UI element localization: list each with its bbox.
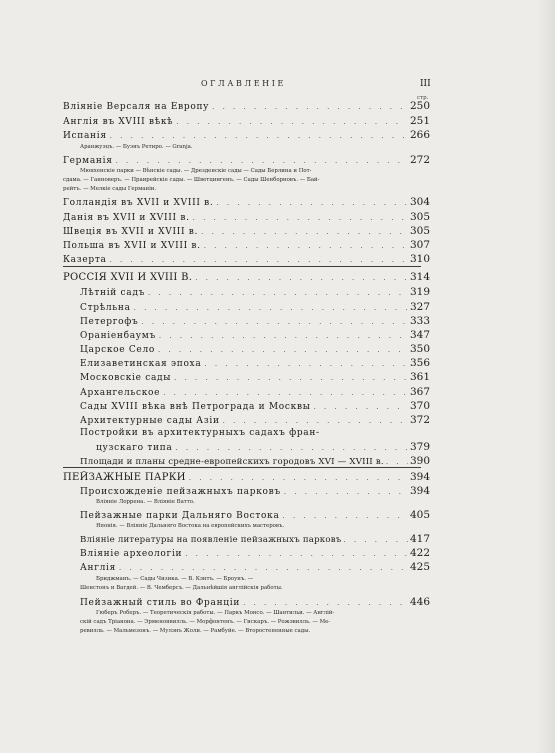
entry-note: Японія. — Вліяніе Дальняго Востока на европейскихъ мастеровъ.	[96, 523, 285, 529]
entry-note: Гюберъ Роберъ. — Теоретическія работы. — Паркъ Монсо. — Шантильи. — Англій-	[96, 610, 335, 616]
toc-entry[interactable]: Архангельское . . . 367	[80, 386, 430, 398]
toc-entry[interactable]: Вліяніе литературы на появленіе пейзажныхъ парковъ . . . 417	[80, 533, 430, 545]
toc-entry[interactable]: Царское Село . . . 350	[80, 343, 430, 355]
entry-note: Шенстонъ и Вагдей. — В. Чемберсъ. — Дальнѣйшія англійскія работы.	[80, 585, 283, 591]
toc-entry[interactable]: Англія . . . 425	[80, 561, 430, 573]
entry-note: Мюнхенскіе парки — Вѣнскіе сады. — Дрезденскіе сады — Сады Берлина и Пот-	[80, 168, 312, 174]
entry-note: рейтъ. — Мелкіе сады Германіи.	[63, 186, 157, 192]
toc-entry[interactable]: Лѣтній садъ . . . 319	[80, 286, 430, 298]
toc-entry[interactable]: Казерта . . . 310	[63, 253, 430, 265]
toc-entry[interactable]: Польша въ XVII и XVIII в. . . . 307	[63, 239, 430, 251]
toc-entry[interactable]: Архитектурные сады Азіи . . . 372	[80, 414, 430, 426]
toc-entry[interactable]: Швеція въ XVII и XVIII в. . . . 305	[63, 225, 430, 237]
entry-note: Бриджманъ. — Сады Чизика. — В. Кэнтъ. — Броунъ. —	[96, 576, 254, 582]
toc-entry[interactable]: Пейзажный стиль во Франціи . . . 446	[80, 596, 430, 608]
toc-entry[interactable]: Германія . . . 272	[63, 154, 430, 166]
toc-entry[interactable]: Вліяніе археологіи . . . 422	[80, 547, 430, 559]
toc-entry[interactable]: Площади и планы средне-европейскихъ городовъ XVI — XVIII в. . . . 390	[80, 455, 430, 467]
toc-section-entry[interactable]: ПЕЙЗАЖНЫЕ ПАРКИ . . . 394	[63, 471, 430, 483]
entry-note: сдама. — Ганноверъ. — Праирейскіе сады. — Шветцингенъ. — Сады Шенборновъ. — Бай-	[63, 177, 320, 183]
toc-entry[interactable]: Пейзажные парки Дальняго Востока . . . 405	[80, 509, 430, 521]
toc-entry[interactable]: Петергофъ . . . 333	[80, 315, 430, 327]
page-column-label: стр.	[417, 95, 429, 101]
section-divider	[63, 467, 421, 468]
toc-section-entry[interactable]: РОССІЯ XVII И XVIII В. . . . 314	[63, 271, 430, 283]
toc-entry[interactable]: Постройки въ архитектурныхъ садахъ фран-	[80, 428, 320, 438]
toc-entry[interactable]: Голландія въ XVII и XVIII в. . . . 304	[63, 196, 430, 208]
toc-entry[interactable]: цузскаго типа . . . 379	[96, 441, 430, 453]
entry-note: Аранжуэцъ. — Буэнъ Ретиро. — Granja.	[80, 144, 193, 150]
toc-entry[interactable]: Англія въ XVIII вѣкѣ . . . 251	[63, 115, 430, 127]
toc-entry[interactable]: Происхожденіе пейзажныхъ парковъ . . . 394	[80, 485, 430, 497]
entry-note: Вліяніе Лоррена. — Вліяніе Ватто.	[96, 499, 195, 505]
entry-note: ревилль. — Мальмезонъ. — Мулэнъ Жоли. — Рамбуйе. — Второстепенные сады.	[80, 628, 311, 634]
toc-entry[interactable]: Ораніенбаумъ . . . 347	[80, 329, 430, 341]
section-divider	[63, 266, 421, 267]
running-title: ОГЛАВЛЕНІЕ	[201, 79, 286, 88]
toc-entry[interactable]: Московскіе сады . . . 361	[80, 371, 430, 383]
toc-entry[interactable]: Вліяніе Версаля на Европу . . . 250	[63, 100, 430, 112]
toc-entry[interactable]: Данія въ XVII и XVIII в. . . . 305	[63, 211, 430, 223]
toc-entry[interactable]: Сады XVIII вѣка внѣ Петрограда и Москвы . . . 370	[80, 400, 430, 412]
toc-entry[interactable]: Испанія . . . 266	[63, 129, 430, 141]
toc-entry[interactable]: Елизаветинская эпоха . . . 356	[80, 357, 430, 369]
toc-entry[interactable]: Стрѣльна . . . 327	[80, 301, 430, 313]
page-number: III	[420, 79, 431, 89]
entry-note: скій садъ Тріанона. — Эрменонвилль. — Морфонтенъ. — Гискаръ. — Рожэвилль. — Ме-	[80, 619, 331, 625]
